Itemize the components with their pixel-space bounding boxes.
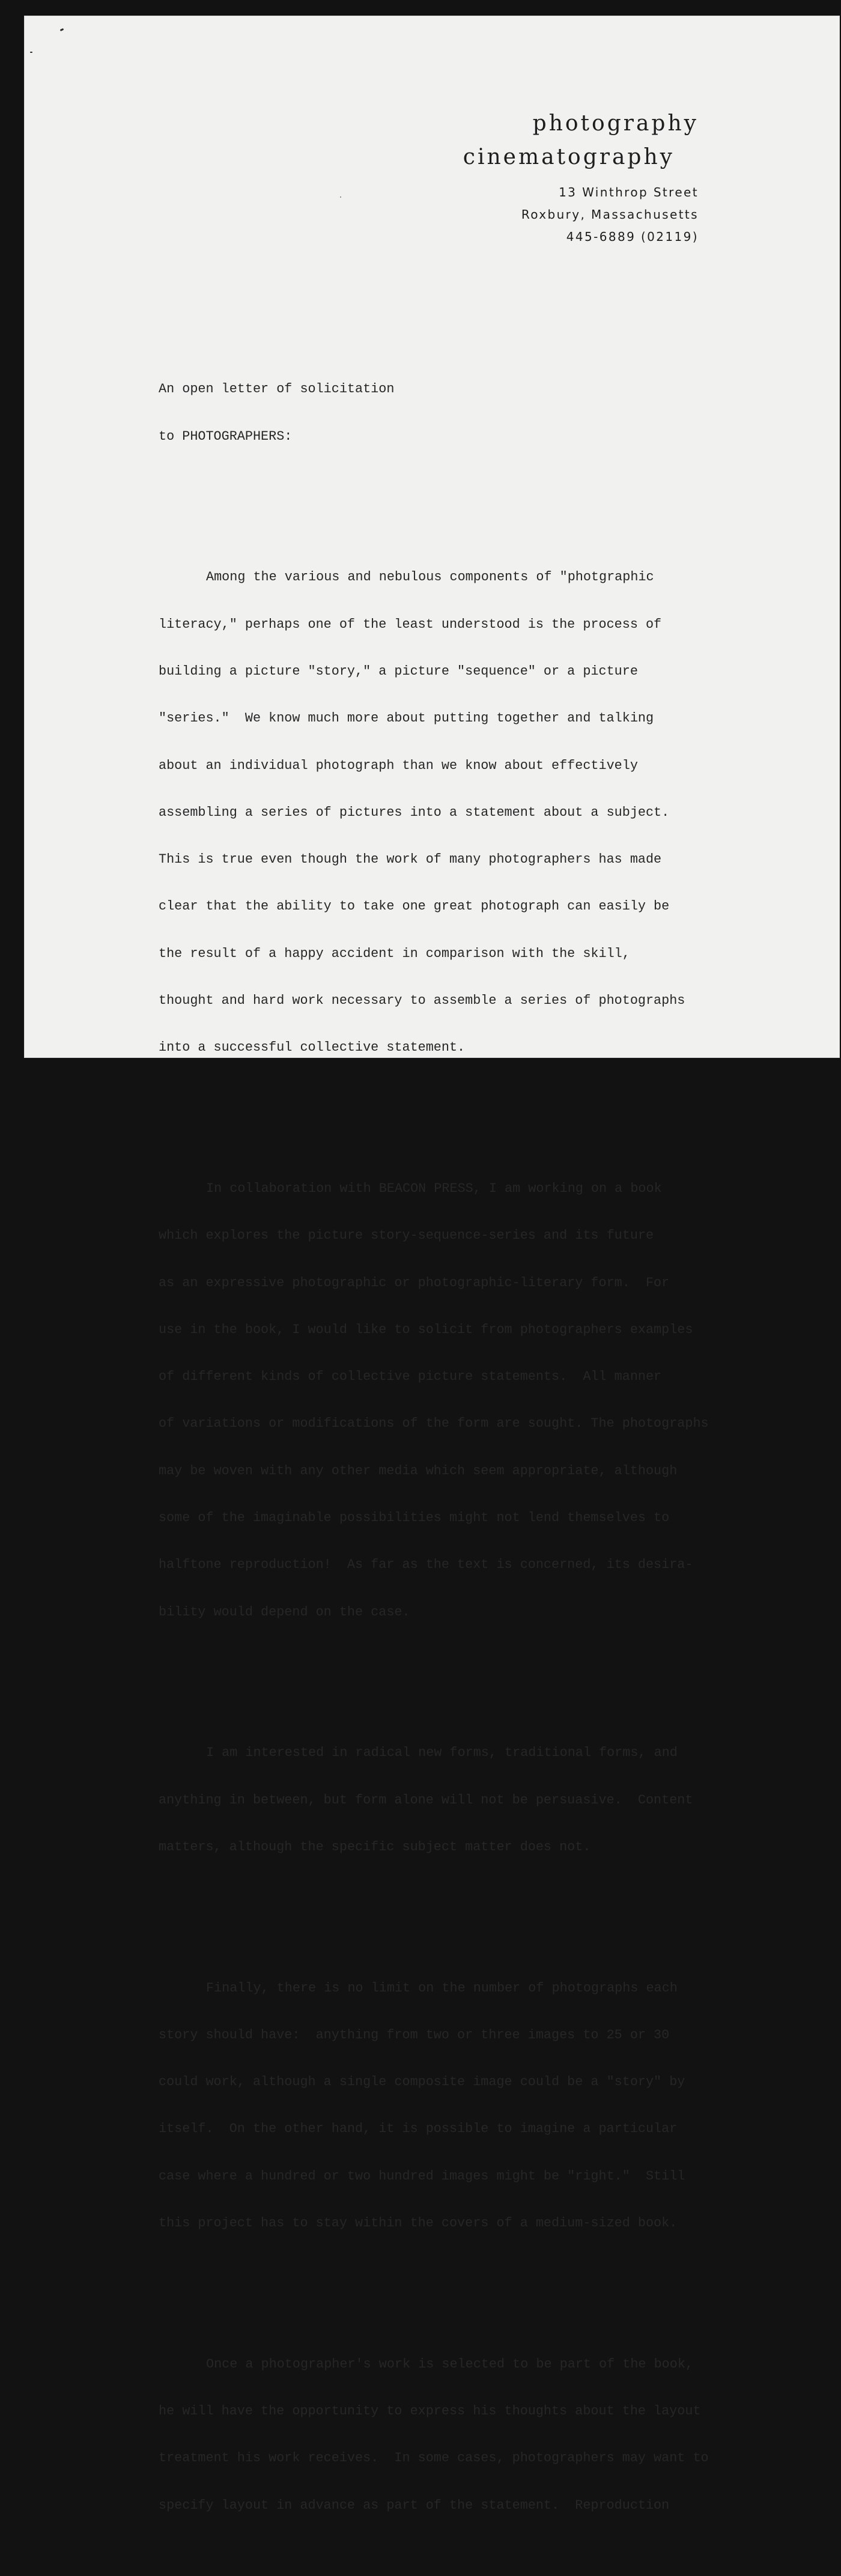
paragraph-line: halftone reproduction! As far as the text is concerned, its desira- <box>159 1557 693 1573</box>
paragraph-line: this project has to stay within the covers of a medium-sized book. <box>159 2215 678 2231</box>
paragraph-line: In collaboration with BEACON PRESS, I am working on a book <box>206 1180 662 1196</box>
paragraph-line: as an expressive photographic or photographic-literary form. For <box>159 1275 670 1290</box>
paragraph-line: clear that the ability to take one great photograph can easily be <box>159 899 670 914</box>
paragraph-line: bility would depend on the case. <box>159 1604 410 1620</box>
letterhead-line-cinematography: cinematography <box>463 145 675 169</box>
paragraph-line: treatment his work receives. In some cases, photographers may want to <box>159 2450 709 2466</box>
paragraph-line: Finally, there is no limit on the number of photographs each <box>206 1980 678 1996</box>
letterhead <box>463 107 699 248</box>
paragraph-line: which explores the picture story-sequence-series and its future <box>159 1228 654 1244</box>
paragraph-line: specify layout in advance as part of the statement. Reproduction <box>159 2497 670 2513</box>
letterhead-address <box>463 181 699 248</box>
paragraph-line: may be woven with any other media which seem appropriate, although <box>159 1463 678 1478</box>
paragraph-line: matters, although the specific subject matter does not. <box>159 1839 591 1855</box>
paragraph-line: of different kinds of collective picture statements. All manner <box>159 1369 662 1385</box>
paragraph-line: case where a hundred or two hundred images might be "right." Still <box>159 2168 685 2184</box>
paragraph-5 <box>159 2325 759 2545</box>
paragraph-line: literacy," perhaps one of the least understood is the process of <box>159 616 662 632</box>
paragraph-line: some of the imaginable possibilities might not lend themselves to <box>159 1510 670 1525</box>
paragraph-line: use in the book, I would like to solicit from photographers examples <box>159 1322 693 1337</box>
letter-body <box>159 319 759 2576</box>
letterhead-line-photography: photography <box>532 111 699 136</box>
paragraph-line: of variations or modifications of the form are sought. The photographs <box>159 1416 709 1432</box>
paragraph-3 <box>159 1714 759 1886</box>
paragraph-line: about an individual photograph than we know about effectively <box>159 758 638 773</box>
paragraph-line: he will have the opportunity to express his thoughts about the layout <box>159 2404 701 2419</box>
paragraph-line: assembling a series of pictures into a statement about a subject. <box>159 804 670 820</box>
paragraph-line: story should have: anything from two or three images to 25 or 30 <box>159 2027 670 2043</box>
salutation-line: to PHOTOGRAPHERS: <box>159 428 293 444</box>
paragraph-line: into a successful collective statement. <box>159 1040 466 1056</box>
paragraph-line: could work, although a single composite image could be a "story" by <box>159 2074 685 2090</box>
paragraph-line: anything in between, but form alone will not be persuasive. Content <box>159 1792 693 1808</box>
salutation <box>159 350 759 476</box>
paragraph-1 <box>159 538 759 1087</box>
paragraph-line: building a picture "story," a picture "sequence" or a picture <box>159 663 638 679</box>
paragraph-2 <box>159 1150 759 1651</box>
salutation-line: An open letter of solicitation <box>159 381 395 397</box>
paragraph-line: thought and hard work necessary to assemble a series of photographs <box>159 992 685 1008</box>
paragraph-4 <box>159 1949 759 2262</box>
paragraph-line: "series." We know much more about putting together and talking <box>159 711 654 726</box>
paragraph-line: the result of a happy accident in comparison with the skill, <box>159 946 630 961</box>
paper-mark <box>30 52 32 53</box>
paragraph-line: Once a photographer's work is selected to be part of the book, <box>206 2356 693 2372</box>
address-street: 13 Winthrop Street <box>559 185 699 199</box>
paragraph-line: itself. On the other hand, it is possible to imagine a particular <box>159 2121 678 2137</box>
paragraph-line: I am interested in radical new forms, traditional forms, and <box>206 1745 678 1761</box>
address-city: Roxbury, Massachusetts <box>521 207 699 222</box>
paragraph-line: Among the various and nebulous components of "photgraphic <box>206 570 654 585</box>
paragraph-line: This is true even though the work of many photographers has made <box>159 852 662 867</box>
paper-speck <box>340 196 341 198</box>
address-phone-zip: 445-6889 (02119) <box>566 229 699 244</box>
